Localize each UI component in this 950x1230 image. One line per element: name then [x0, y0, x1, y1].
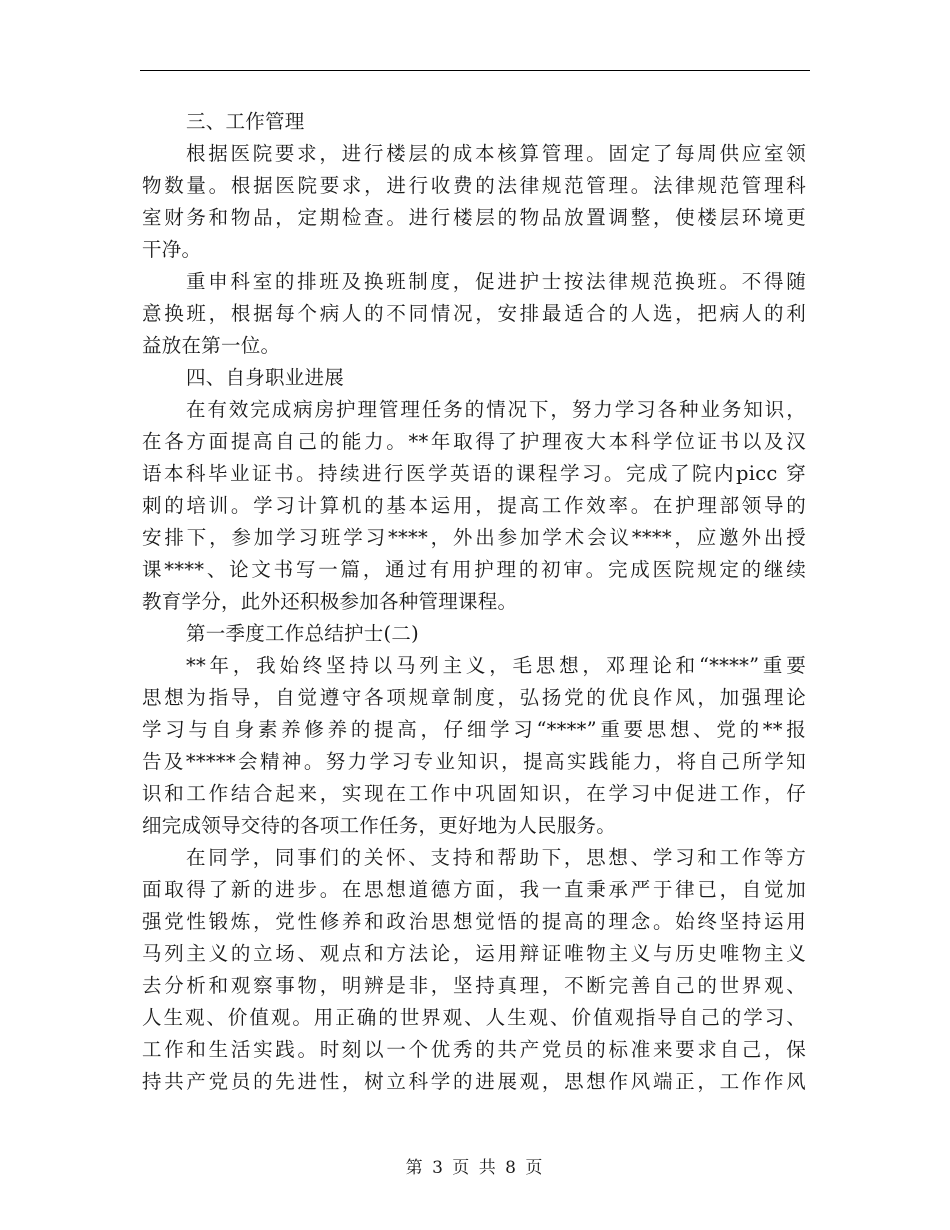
text-line: 工作和生活实践。时刻以一个优秀的共产党员的标准来要求自己，保 [142, 1038, 806, 1061]
text-line: 室财务和物品，定期检查。进行楼层的物品放置调整，使楼层环境更 [142, 206, 806, 229]
text-line: 三、工作管理 [186, 110, 305, 133]
text-line: 细完成领导交待的各项工作任务，更好地为人民服务。 [142, 814, 617, 837]
text-line: 益放在第一位。 [142, 334, 281, 357]
text-line: 在各方面提高自己的能力。**年取得了护理夜大本科学位证书以及汉 [142, 430, 806, 453]
text-line: 面取得了新的进步。在思想道德方面，我一直秉承严于律已，自觉加 [142, 878, 806, 901]
text-line: 持共产党员的先进性，树立科学的进展观，思想作风端正，工作作风 [142, 1070, 806, 1093]
text-line: 第一季度工作总结护士(二) [186, 622, 419, 645]
text-line: 人生观、价值观。用正确的世界观、人生观、价值观指导自己的学习、 [142, 1006, 806, 1029]
document-body [142, 106, 806, 1098]
page-footer: 第 3 页 共 8 页 [405, 1158, 545, 1178]
text-line: 强党性锻炼，党性修养和政治思想觉悟的提高的理念。始终坚持运用 [142, 910, 806, 933]
text-line: **年，我始终坚持以马列主义，毛思想，邓理论和“****”重要 [186, 654, 806, 677]
text-line: 物数量。根据医院要求，进行收费的法律规范管理。法律规范管理科 [142, 174, 806, 197]
text-line: 根据医院要求，进行楼层的成本核算管理。固定了每周供应室领 [186, 142, 806, 165]
header-rule [140, 70, 810, 71]
text-line: 告及*****会精神。努力学习专业知识，提高实践能力，将自己所学知 [142, 750, 806, 773]
text-line: 重申科室的排班及换班制度，促进护士按法律规范换班。不得随 [186, 270, 806, 293]
text-line: 意换班，根据每个病人的不同情况，安排最适合的人选，把病人的利 [142, 302, 806, 325]
text-line: 在同学，同事们的关怀、支持和帮助下，思想、学习和工作等方 [186, 846, 806, 869]
text-line: 在有效完成病房护理管理任务的情况下，努力学习各种业务知识， [186, 398, 806, 421]
text-line: 语本科毕业证书。持续进行医学英语的课程学习。完成了院内picc 穿 [142, 462, 806, 485]
text-line: 干净。 [142, 238, 202, 261]
text-line: 识和工作结合起来，实现在工作中巩固知识，在学习中促进工作，仔 [142, 782, 806, 805]
text-line: 安排下，参加学习班学习****，外出参加学术会议****，应邀外出授 [142, 526, 806, 549]
text-line: 课****、论文书写一篇，通过有用护理的初审。完成医院规定的继续 [142, 558, 806, 581]
text-line: 学习与自身素养修养的提高，仔细学习“****”重要思想、党的**报 [142, 718, 806, 741]
text-line: 马列主义的立场、观点和方法论，运用辩证唯物主义与历史唯物主义 [142, 942, 806, 965]
text-line: 刺的培训。学习计算机的基本运用，提高工作效率。在护理部领导的 [142, 494, 806, 517]
text-line: 四、自身职业进展 [186, 366, 345, 389]
text-line: 去分析和观察事物，明辨是非，坚持真理，不断完善自己的世界观、 [142, 974, 806, 997]
text-line: 教育学分，此外还积极参加各种管理课程。 [142, 590, 518, 613]
text-line: 思想为指导，自觉遵守各项规章制度，弘扬党的优良作风，加强理论 [142, 686, 806, 709]
